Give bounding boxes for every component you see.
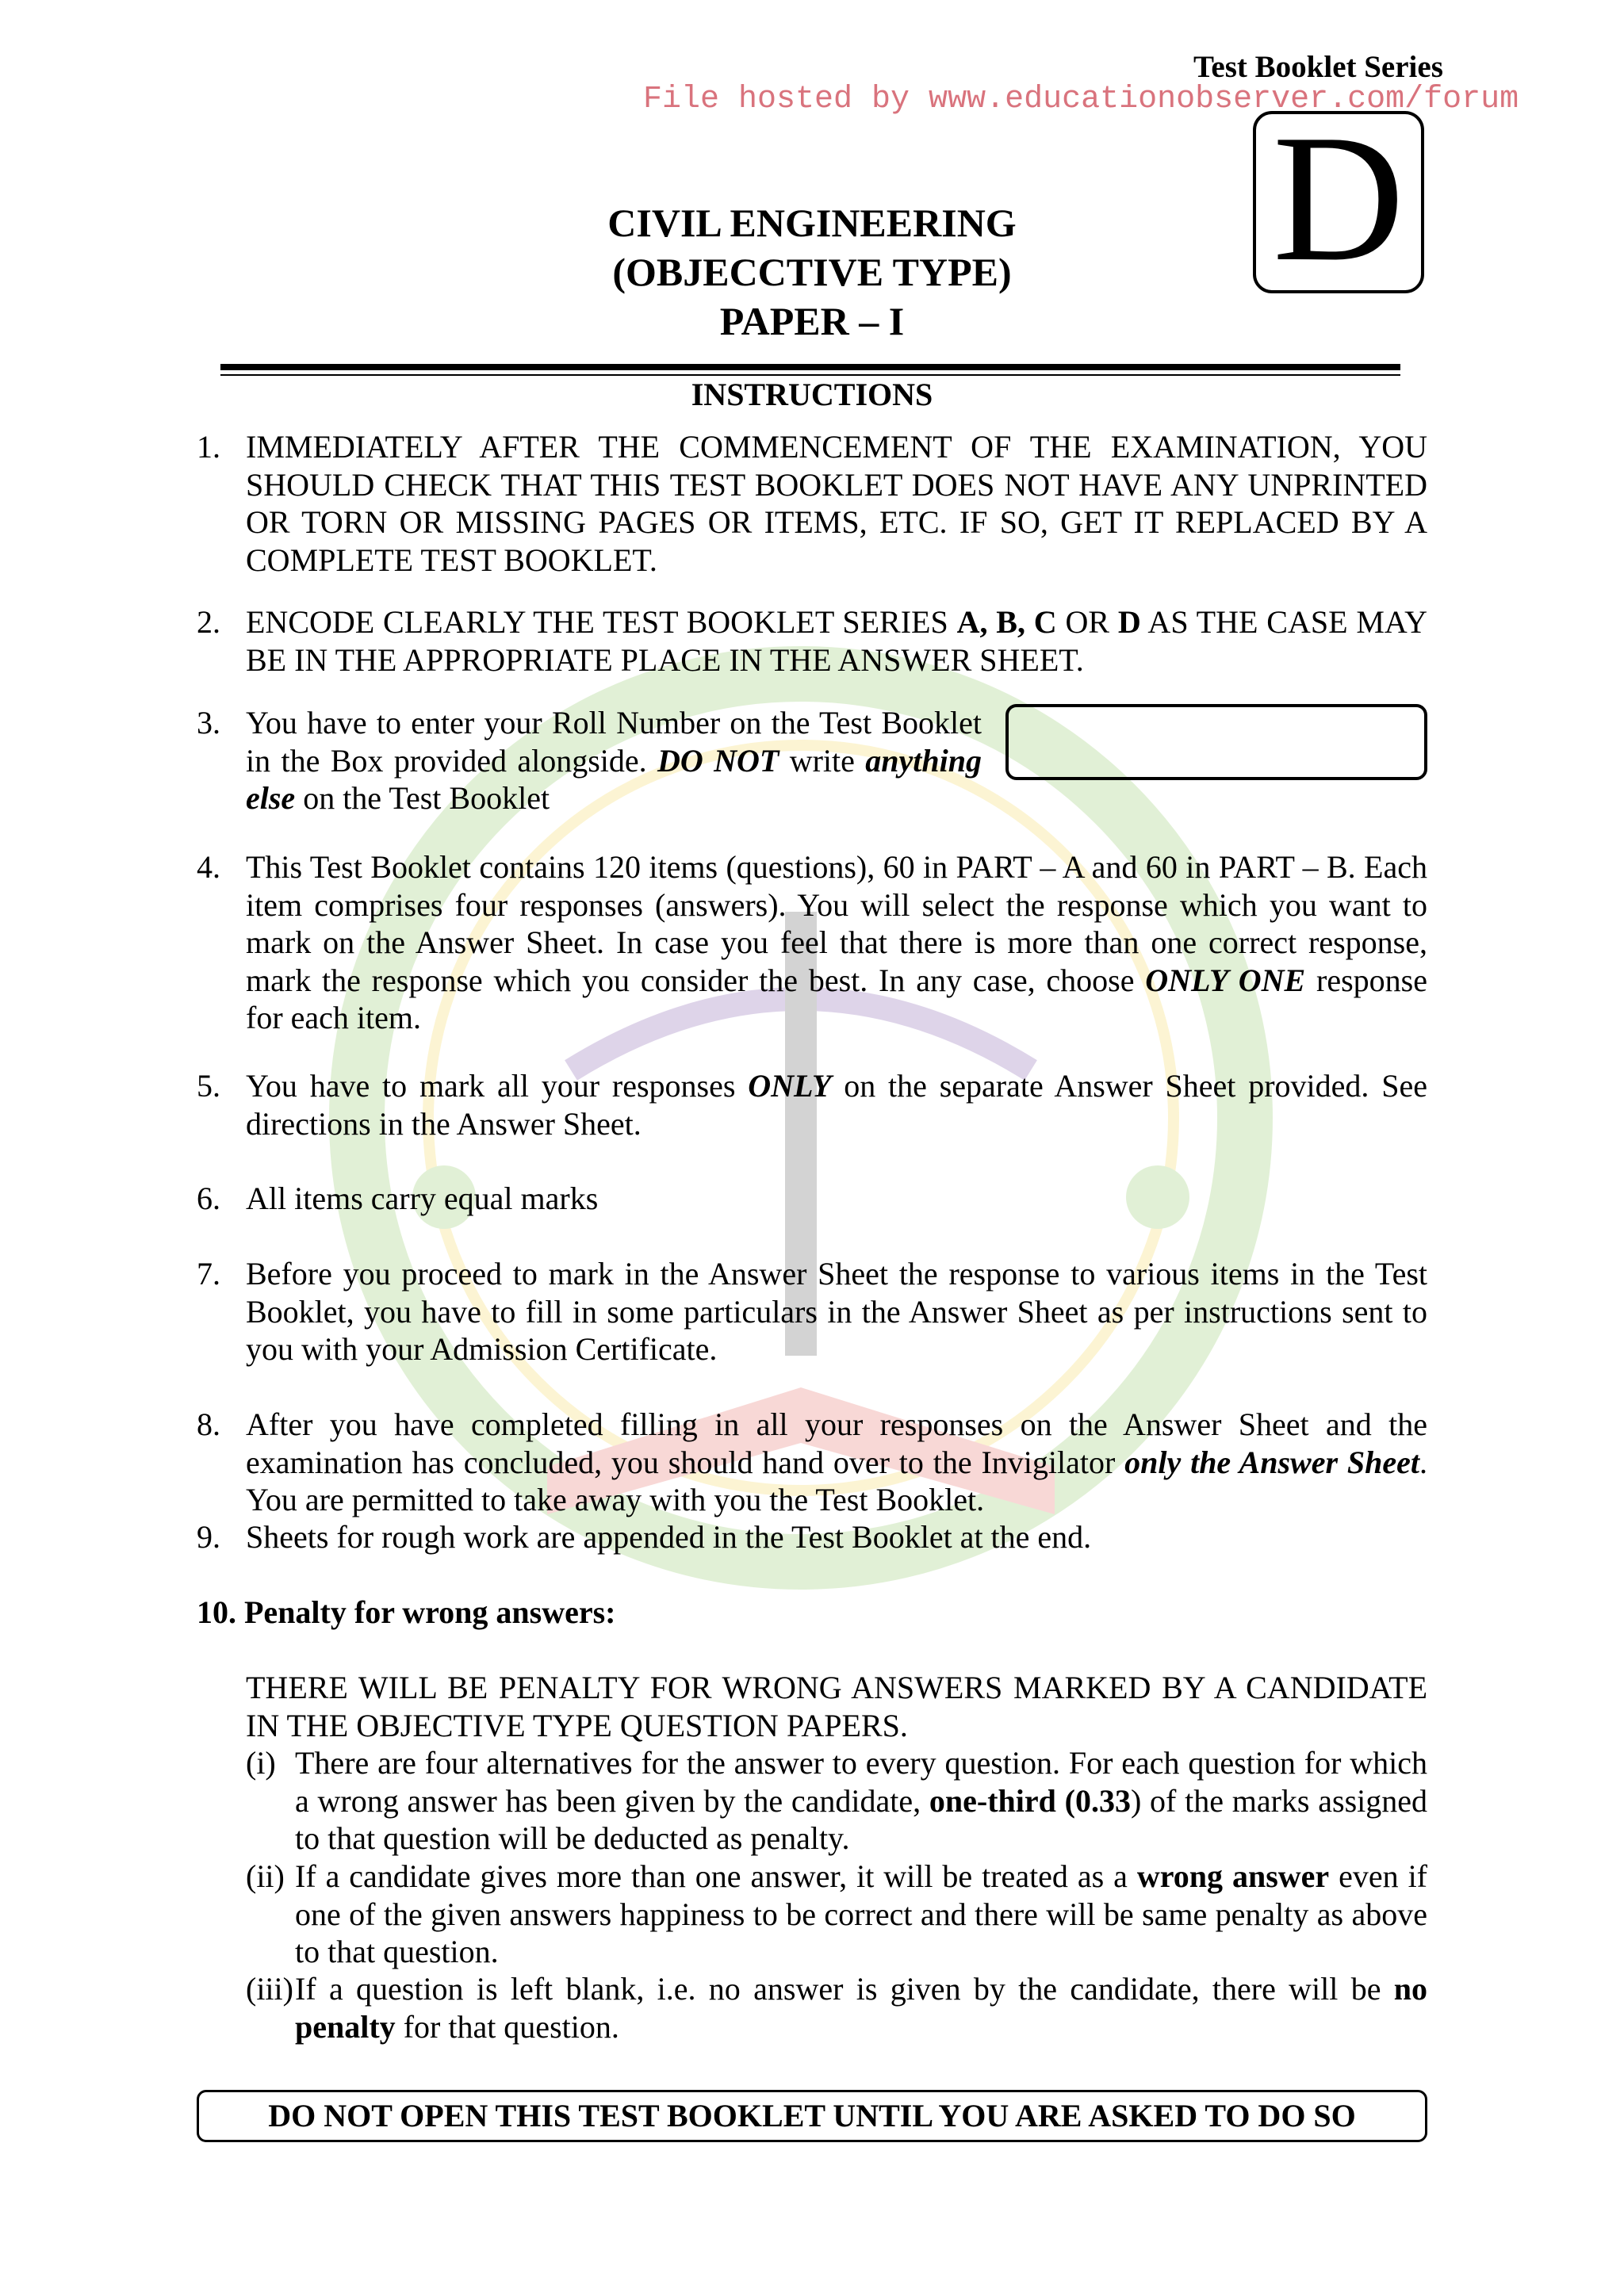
penalty-sub-ii — [246, 1858, 1427, 1971]
item-number: 9. — [197, 1519, 220, 1555]
penalty-sub-i — [246, 1744, 1427, 1858]
title-subject: CIVIL ENGINEERING — [607, 201, 1017, 245]
item-text: Before you proceed to mark in the Answer Sheet the response to various items in the Test Booklet, you have to fill in some particulars in the Answer Sheet as per instructions sent to you with your Admission Certificate. — [246, 1256, 1427, 1367]
instruction-item-9 — [197, 1518, 1427, 1556]
title-type: (OBJECCTIVE TYPE) — [612, 250, 1012, 294]
item-number: 1. — [197, 429, 220, 465]
item-text: After you have completed filling in all your responses on the Answer Sheet and the examination has concluded, you should hand over to the Invigilator only the Answer Sheet. You are permitted to take away with you the Test Booklet. — [246, 1406, 1427, 1517]
hosted-by-banner: File hosted by www.educationobserver.com/forum — [643, 82, 1519, 117]
item-number: 5. — [197, 1068, 220, 1104]
series-letter: D — [1272, 97, 1405, 299]
item-number: 7. — [197, 1256, 220, 1292]
sub-number: (ii) — [246, 1858, 285, 1894]
sub-text: There are four alternatives for the answer to every question. For each question for which a wrong answer has been given by the candidate, one-third (0.33) of the marks assigned to that question will be deducted as penalty. — [295, 1745, 1427, 1856]
roll-number-box[interactable] — [1005, 704, 1427, 780]
item-number: 6. — [197, 1181, 220, 1216]
item-number: 4. — [197, 849, 220, 885]
penalty-intro: THERE WILL BE PENALTY FOR WRONG ANSWERS MARKED BY A CANDIDATE IN THE OBJECTIVE TYPE QUESTION PAPERS. — [246, 1670, 1427, 1743]
instruction-item-1 — [197, 428, 1427, 579]
header-rule-thick — [220, 364, 1400, 370]
test-booklet-series-label: Test Booklet Series — [1193, 50, 1443, 84]
item-text: Sheets for rough work are appended in the Test Booklet at the end. — [246, 1519, 1092, 1555]
item-text: ENCODE CLEARLY THE TEST BOOKLET SERIES A, B, C OR D AS THE CASE MAY BE IN THE APPROPRIATE PLACE IN THE ANSWER SHEET. — [246, 604, 1428, 678]
title-paper: PAPER – I — [719, 299, 905, 343]
sub-number: (iii) — [246, 1971, 293, 2007]
sub-text: If a question is left blank, i.e. no answer is given by the candidate, there will be no penalty for that question. — [295, 1971, 1427, 2045]
penalty-heading: 10. Penalty for wrong answers: — [197, 1594, 616, 1630]
instruction-item-7 — [197, 1255, 1427, 1368]
instruction-item-8 — [197, 1406, 1427, 1519]
item-number: 2. — [197, 604, 220, 640]
item-text: This Test Booklet contains 120 items (questions), 60 in PART – A and 60 in PART – B. Each item comprises four responses (answers). You will select the response which you want to mark on the Answer Sheet. In case you feel that there is more than one correct response, mark the response which you consider the best. In any case, choose ONLY ONE response for each item. — [246, 849, 1427, 1035]
item-text: You have to enter your Roll Number on the Test Booklet in the Box provided alongside. DO NOT write anything else on the Test Booklet — [246, 705, 982, 816]
instruction-item-6 — [197, 1180, 1427, 1218]
penalty-sub-iii — [246, 1970, 1427, 2045]
instructions-heading: INSTRUCTIONS — [691, 377, 933, 412]
instruction-item-5 — [197, 1067, 1427, 1142]
sub-number: (i) — [246, 1745, 276, 1781]
instruction-item-4 — [197, 848, 1427, 1037]
item-number: 8. — [197, 1406, 220, 1442]
sub-text: If a candidate gives more than one answer, it will be treated as a wrong answer even if one of the given answers happiness to be correct and there will be same penalty as above to that question. — [295, 1858, 1427, 1969]
item-text: IMMEDIATELY AFTER THE COMMENCEMENT OF THE EXAMINATION, YOU SHOULD CHECK THAT THIS TEST BOOKLET DOES NOT HAVE ANY UNPRINTED OR TORN OR MISSING PAGES OR ITEMS, ETC. IF SO, GET IT REPLACED BY A COMPLETE TEST BOOKLET. — [246, 429, 1427, 578]
item-number: 3. — [197, 705, 220, 740]
item-text: You have to mark all your responses ONLY on the separate Answer Sheet provided. See directions in the Answer Sheet. — [246, 1068, 1427, 1142]
series-letter-box — [1253, 97, 1424, 299]
do-not-open-notice: DO NOT OPEN THIS TEST BOOKLET UNTIL YOU ARE ASKED TO DO SO — [197, 2090, 1427, 2142]
item-text: All items carry equal marks — [246, 1181, 599, 1216]
instruction-item-2 — [197, 603, 1427, 679]
